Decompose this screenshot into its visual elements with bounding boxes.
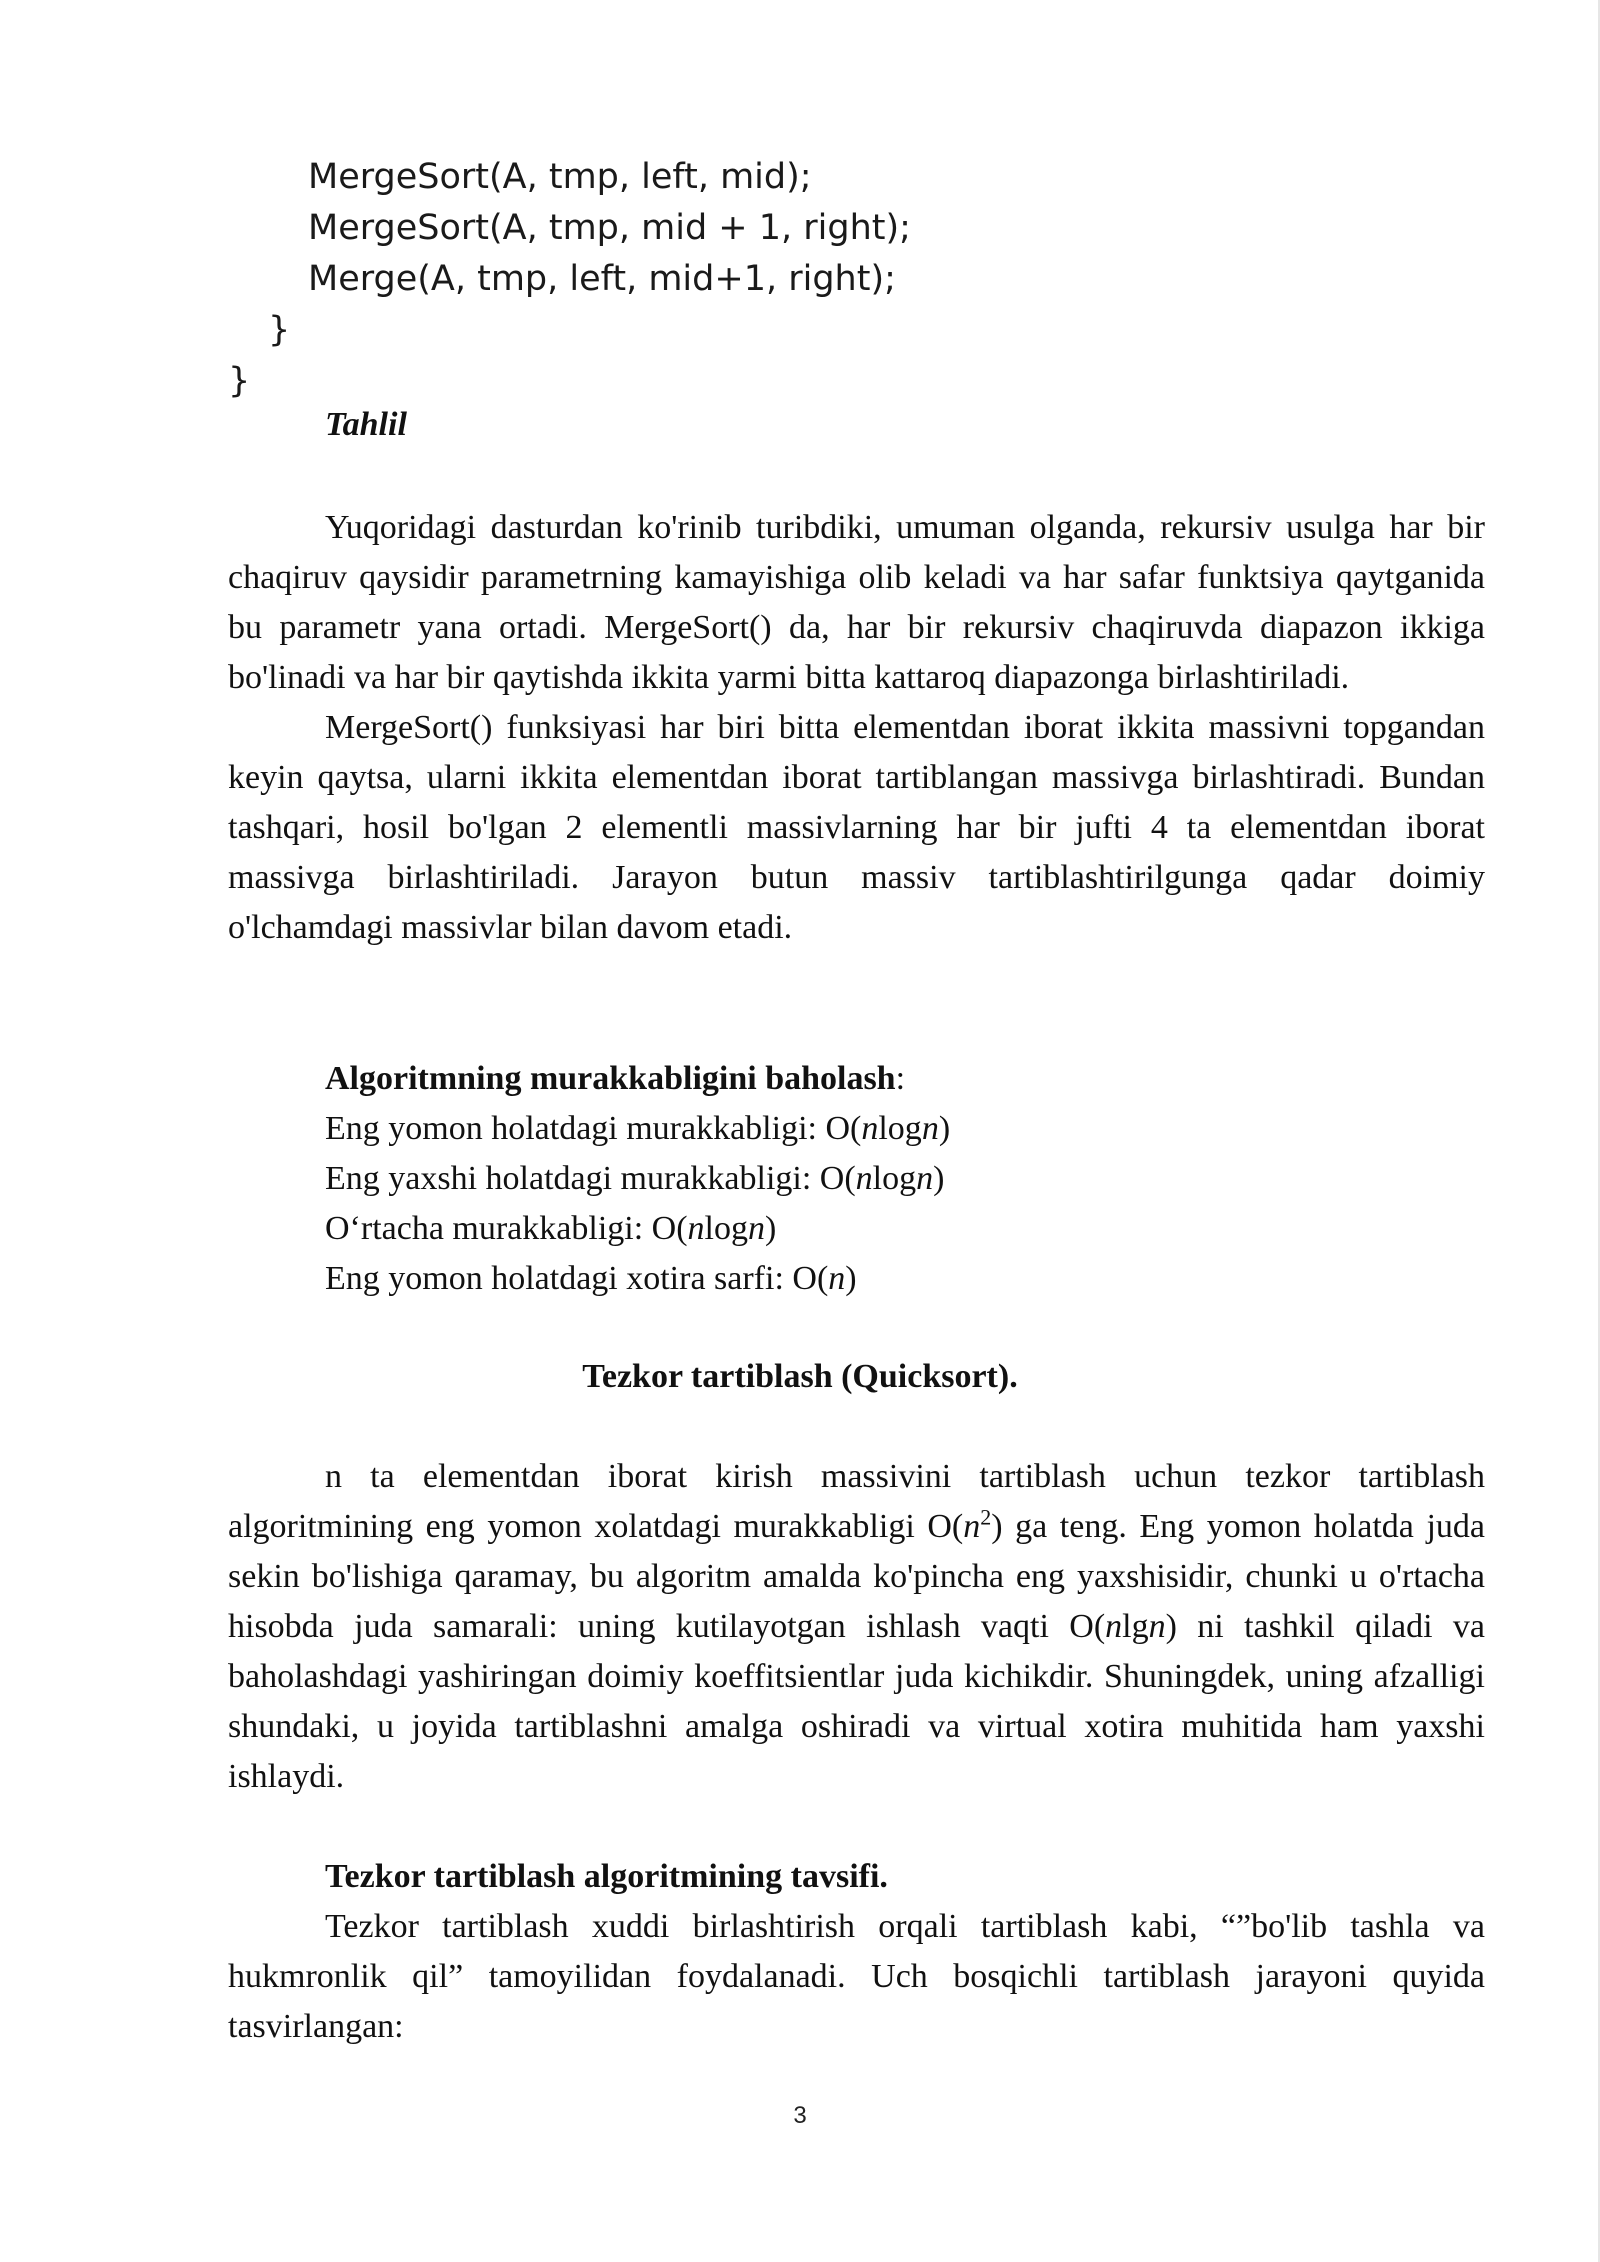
description-title: Tezkor tartiblash algoritmining tavsifi. (325, 1858, 888, 1895)
complexity-label: Eng yomon holatdagi xotira sarfi: O( (325, 1260, 829, 1297)
analysis-paragraph-1: Yuqoridagi dasturdan ko'rinib turibdiki, umuman olganda, rekursiv usulga har bir chaqiruv qaysidir parametrning kamayishiga olib keladi va har safar funktsiya qaytganida bu parametr yana ortadi. MergeSort() da, har bir rekursiv chaqiruvda diapazon ikkiga bo'linadi va har bir qaytishda ikkita yarmi bitta kattaroq diapazonga birlashtiriladi. (228, 509, 1485, 696)
complexity-var: n (687, 1210, 705, 1247)
complexity-item (325, 1104, 950, 1154)
description-section (228, 1902, 1485, 2052)
page-number: 3 (793, 2102, 807, 2129)
analysis-section (228, 503, 1485, 953)
quicksort-var: n (1105, 1608, 1123, 1645)
description-paragraph: Tezkor tartiblash xuddi birlashtirish orqali tartiblash kabi, “”bo'lib tashla va hukmronlik qil” tamoyilidan foydalanadi. Uch bosqichli tartiblash jarayoni quyida tasvirlangan: (228, 1908, 1485, 2045)
complexity-item (325, 1204, 950, 1254)
complexity-label: Eng yomon holatdagi murakkabligi: O( (325, 1110, 862, 1147)
complexity-var: n (747, 1210, 765, 1247)
quicksort-exponent: 2 (980, 1504, 992, 1530)
complexity-log: log (704, 1210, 748, 1247)
complexity-var: n (916, 1160, 934, 1197)
code-block (228, 152, 911, 407)
complexity-end: ) (938, 1110, 951, 1147)
complexity-end: ) (845, 1260, 857, 1297)
complexity-label: O‘rtacha murakkabligi: O( (325, 1210, 688, 1247)
complexity-log: log (878, 1110, 922, 1147)
complexity-var: n (921, 1110, 939, 1147)
quicksort-var: n (963, 1508, 981, 1545)
analysis-heading: Tahlil (325, 406, 407, 443)
code-line: } (268, 310, 291, 350)
quicksort-text: n ta elementdan iborat kirish massivini tartiblash uchun tezkor tartiblash algoritmining eng yomon xolatdagi murakkabligi O( (228, 1458, 1485, 1545)
complexity-item (325, 1154, 950, 1204)
complexity-end: ) (764, 1210, 777, 1247)
complexity-log: log (872, 1160, 917, 1197)
complexity-end: ) (933, 1160, 945, 1197)
quicksort-var: n (1148, 1608, 1166, 1645)
quicksort-lg: lg (1122, 1608, 1149, 1645)
analysis-paragraph-2: MergeSort() funksiyasi har biri bitta elementdan iborat ikkita massivni topgandan keyin qaytsa, ularni ikkita elementdan iborat tartiblangan massivga birlashtiradi. Bundan tashqari, hosil bo'lgan 2 elementli massivlarning har bir jufti 4 ta elementdan iborat massivga birlashtiriladi. Jarayon butun massiv tartiblashtirilgunga qadar doimiy o'lchamdagi massivlar bilan davom etadi. (228, 709, 1485, 946)
complexity-title: Algoritmning murakkabligini baholash (325, 1060, 896, 1097)
quicksort-paragraph (228, 1452, 1485, 1802)
complexity-label: Eng yaxshi holatdagi murakkabligi: O( (325, 1160, 856, 1197)
complexity-list (325, 1054, 950, 1304)
code-line: MergeSort(A, tmp, left, mid); (308, 157, 812, 197)
quicksort-text: ) ga teng. Eng yomon holatda juda sekin bo'lishiga qaramay, bu algoritm amalda ko'pincha eng yaxshisidir, chunki u o'rtacha hisobda juda samarali: uning kutilayotgan ishlash vaqti O( (228, 1508, 1485, 1645)
complexity-var: n (828, 1260, 846, 1297)
code-line: Merge(A, tmp, left, mid+1, right); (308, 259, 896, 299)
complexity-item (325, 1254, 950, 1304)
quicksort-section (228, 1452, 1485, 1802)
code-line: } (228, 361, 251, 401)
complexity-var: n (861, 1110, 879, 1147)
quicksort-text: ) ni tashkil qiladi va baholashdagi yashiringan doimiy koeffitsientlar juda kichikdir. Shuningdek, uning afzalligi shundaki, u joyida tartiblashni amalga oshiradi va virtual xotira muhitida ham yaxshi ishlaydi. (228, 1608, 1485, 1795)
complexity-title-colon: : (895, 1060, 906, 1097)
quicksort-title: Tezkor tartiblash (Quicksort). (582, 1358, 1018, 1395)
complexity-var: n (855, 1160, 873, 1197)
code-line: MergeSort(A, tmp, mid + 1, right); (308, 208, 911, 248)
